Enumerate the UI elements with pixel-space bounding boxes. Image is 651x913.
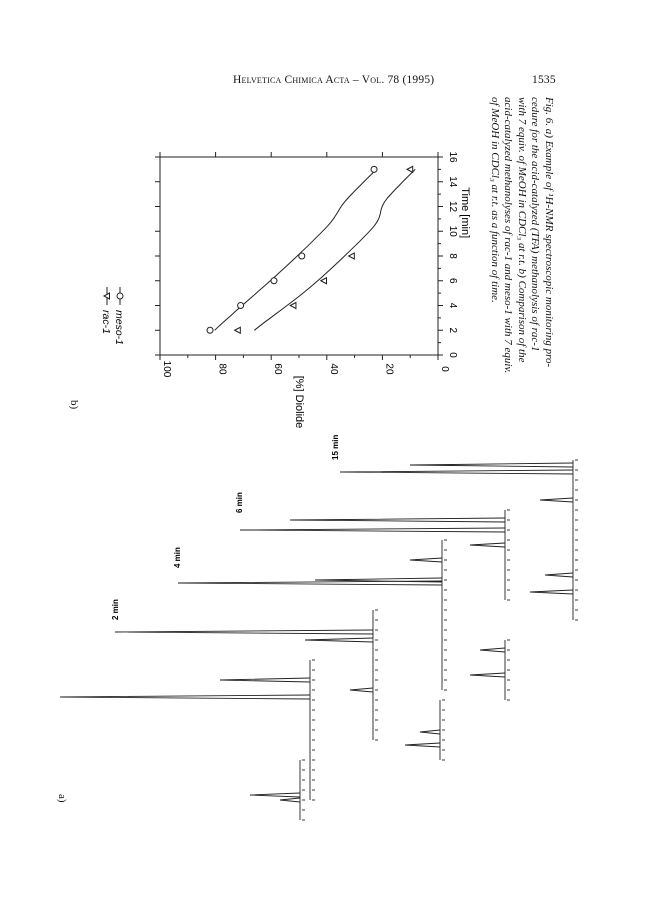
data-point-rac-1	[349, 253, 355, 259]
data-point-meso-1	[371, 166, 377, 172]
caption-line: with 7 equiv. of MeOH in CDCl₃ at r.t. b) Comparison of the	[516, 97, 528, 363]
y-tick-label: 0	[439, 366, 450, 372]
x-tick-label: 12	[447, 200, 458, 213]
x-tick-label: 10	[447, 225, 458, 237]
x-tick-label: 2	[447, 327, 458, 334]
legend-label: meso-1	[113, 310, 125, 346]
spectrum-time-label: 15 min	[331, 434, 340, 460]
x-tick-label: 14	[447, 176, 458, 188]
panel-b-label: b)	[68, 400, 80, 410]
y-tick-label: 100	[161, 360, 172, 378]
data-point-rac-1	[407, 166, 413, 172]
page-number: 1535	[532, 74, 556, 86]
legend-label: rac-1	[100, 310, 112, 334]
data-point-rac-1	[235, 327, 241, 333]
figure-caption	[488, 97, 556, 517]
panel-a-label: a)	[56, 794, 68, 803]
caption-line: cedure for the acid-catalyzed (TFA) methanolysis of rac-1	[529, 97, 542, 352]
x-tick-label: 4	[447, 302, 458, 309]
running-header: Helvetica Chimica Acta – Vol. 78 (1995)	[233, 74, 435, 86]
legend-marker	[117, 293, 123, 299]
data-point-meso-1	[238, 303, 244, 309]
y-tick-label: 40	[327, 363, 339, 375]
y-tick-label: 80	[216, 363, 228, 375]
data-point-rac-1	[321, 278, 327, 284]
y-tick-label: 60	[272, 363, 284, 375]
spectrum-time-label: 6 min	[235, 492, 244, 513]
series-line-rac-1	[254, 169, 415, 330]
y-tick-label: 20	[383, 363, 395, 375]
x-axis-label: Time [min]	[459, 187, 471, 239]
y-axis-label: [%] Diolide	[293, 375, 305, 429]
x-tick-label: 0	[447, 352, 458, 358]
data-point-meso-1	[207, 327, 213, 333]
x-tick-label: 16	[447, 151, 458, 163]
x-tick-label: 8	[447, 253, 458, 259]
caption-line: of MeOH in CDCl₃ at r.t. as a function of time.	[489, 97, 501, 303]
spectrum-time-label: 2 min	[111, 599, 120, 620]
caption-line: Fig. 6. a) Example of ¹H-NMR spectroscopic monitoring pro-	[543, 97, 555, 368]
data-point-meso-1	[271, 278, 277, 284]
data-point-rac-1	[290, 303, 296, 309]
x-tick-label: 6	[447, 277, 458, 284]
spectrum-time-label: 4 min	[173, 547, 182, 568]
data-point-meso-1	[299, 253, 305, 259]
caption-line: acid-catalyzed methanolyses of rac-1 and meso-1 with 7 equiv.	[502, 97, 515, 374]
